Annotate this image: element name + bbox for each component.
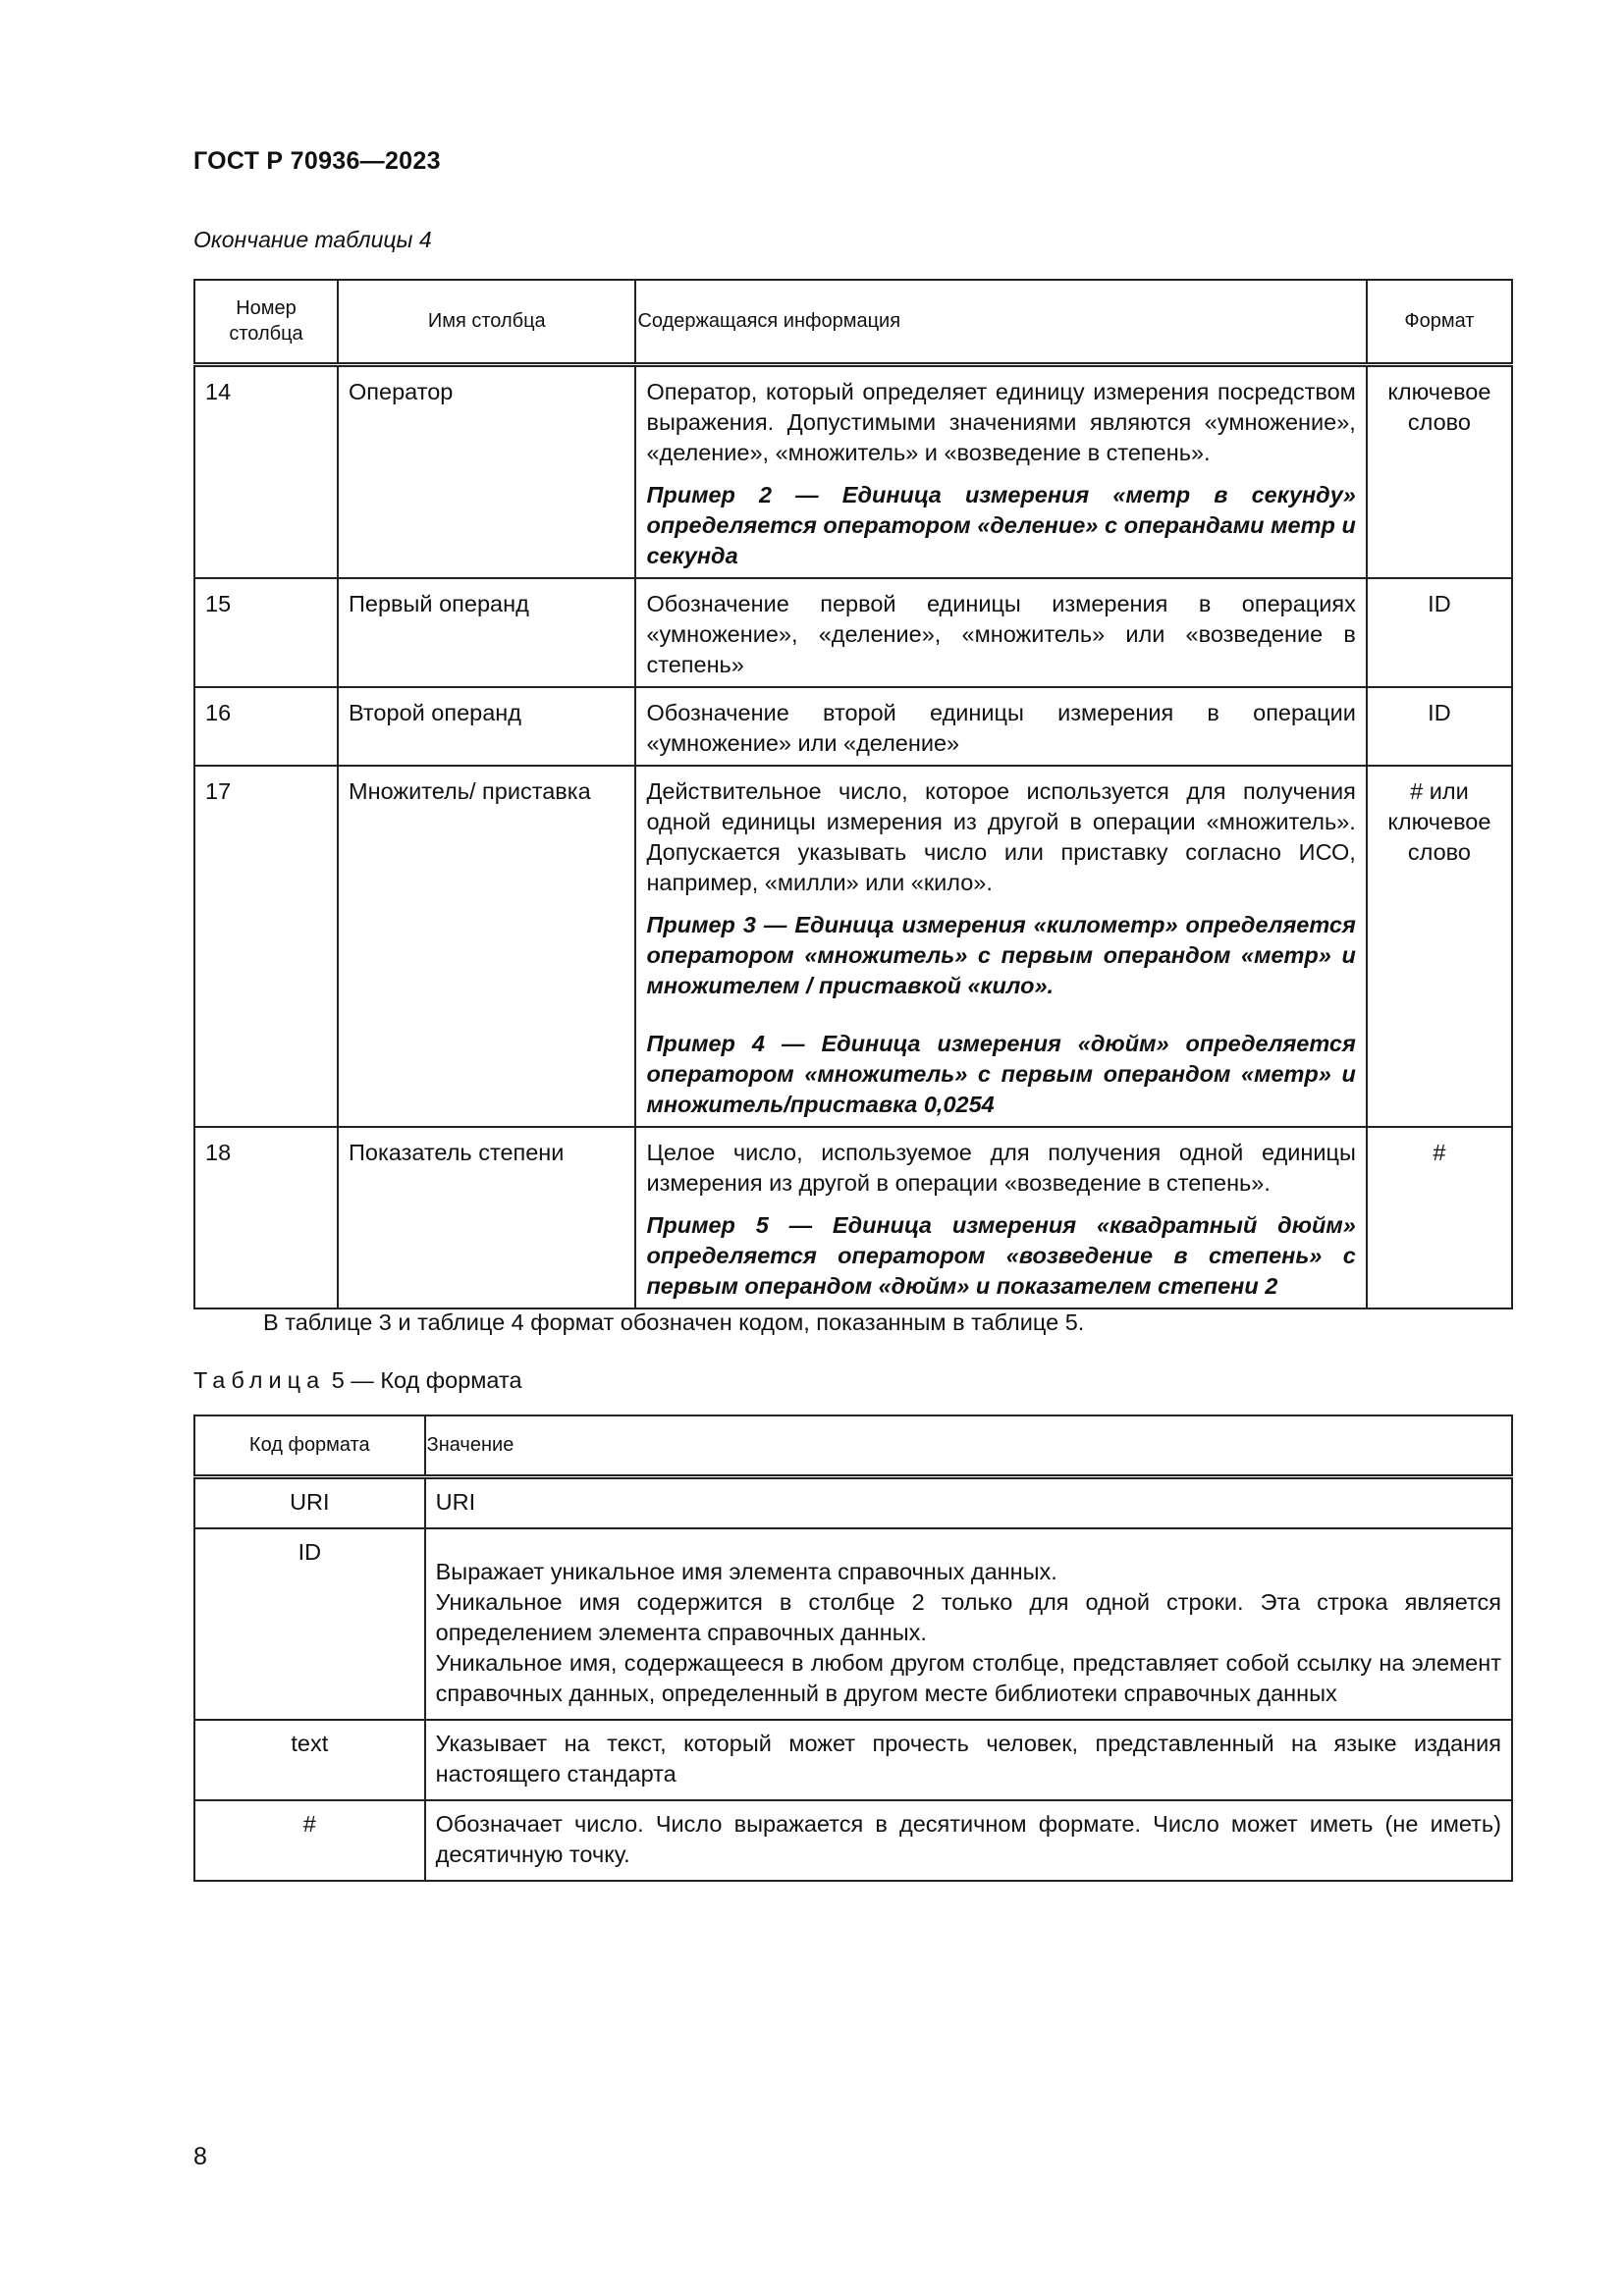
column-header-name: Имя столбца [338,280,635,364]
example-text: Пример 4 — Единица измерения «дюйм» определяется оператором «множитель» с первым операндом «метр» и множитель/приставка 0,0254 [646,1030,1356,1117]
table-row [194,1720,1512,1800]
info-text: Действительное число, которое используется для получения одной единицы измерения из другой в операции «множитель». Допускается указывать число или приставку согласно ИСО, например, «милли» или «кило». [646,777,1356,895]
table-header-row [194,1415,1512,1476]
column-header-code: Код формата [194,1415,425,1476]
row-number: 15 [194,578,338,687]
row-name: Второй операнд [338,687,635,766]
format-meaning [425,1476,1512,1528]
row-info: Обозначение второй единицы измерения в операции «умножение» или «деление» [635,687,1366,766]
info-text: Целое число, используемое для получения одной единицы измерения из другой в операции «возведение в степень». [646,1139,1356,1196]
caption-word: Таблица [193,1367,326,1393]
format-code: # [194,1800,425,1881]
table-row [194,1800,1512,1881]
row-number: 16 [194,687,338,766]
table-header-row [194,280,1512,364]
row-format: ключевое слово [1367,364,1512,578]
row-format: # или ключевое слово [1367,766,1512,1127]
table-row [194,766,1512,1127]
example-text: Пример 2 — Единица измерения «метр в секунду» определяется оператором «деление» с операндами метр и секунда [646,481,1356,568]
table-row [194,578,1512,687]
table-4 [193,279,1513,1309]
meaning-line: Выражает уникальное имя элемента справочных данных. [435,1558,1057,1584]
meaning-line: Уникальное имя, содержащееся в любом другом столбце, представляет собой ссылку на элемент справочных данных, определенный в другом месте библиотеки справочных данных [435,1649,1501,1706]
example-text: Пример 3 — Единица измерения «километр» определяется оператором «множитель» с первым операндом «метр» и множителем / приставкой «кило». [646,911,1356,998]
column-header-format: Формат [1367,280,1512,364]
table-5 [193,1415,1513,1882]
row-info: Обозначение первой единицы измерения в операциях «умножение», «деление», «множитель» или «возведение в степень» [635,578,1366,687]
table-5-caption [193,1367,522,1394]
table-row [194,1528,1512,1720]
row-info [635,364,1366,578]
intro-paragraph: В таблице 3 и таблице 4 формат обозначен кодом, показанным в таблице 5. [263,1309,1085,1335]
info-text: Оператор, который определяет единицу измерения посредством выражения. Допустимыми значениями являются «умножение», «деление», «множитель» и «возведение в степень». [646,378,1356,465]
row-name: Первый операнд [338,578,635,687]
format-code: URI [194,1476,425,1528]
format-code: ID [194,1528,425,1720]
format-meaning [425,1800,1512,1881]
table-row [194,364,1512,578]
table-row [194,687,1512,766]
row-format: # [1367,1127,1512,1308]
row-name: Множитель/ приставка [338,766,635,1127]
row-format: ID [1367,687,1512,766]
row-number: 17 [194,766,338,1127]
format-code: text [194,1720,425,1800]
example-text: Пример 5 — Единица измерения «квадратный дюйм» определяется оператором «возведение в степень» с первым операндом «дюйм» и показателем степени 2 [646,1211,1356,1299]
page-number: 8 [193,2143,207,2170]
table-row [194,1127,1512,1308]
meaning-line: Указывает на текст, который может прочесть человек, представленный на языке издания настоящего стандарта [435,1730,1501,1787]
table-continuation-label: Окончание таблицы 4 [193,227,432,252]
row-name: Показатель степени [338,1127,635,1308]
row-name: Оператор [338,364,635,578]
format-meaning [425,1528,1512,1720]
document-header: ГОСТ Р 70936—2023 [193,147,441,175]
meaning-line: Обозначает число. Число выражается в десятичном формате. Число может иметь (не иметь) десятичную точку. [435,1810,1501,1867]
row-number: 18 [194,1127,338,1308]
column-header-number: Номер столбца [194,280,338,364]
row-number: 14 [194,364,338,578]
row-info [635,1127,1366,1308]
meaning-line: Уникальное имя содержится в столбце 2 только для одной строки. Эта строка является определением элемента справочных данных. [435,1588,1501,1645]
format-meaning [425,1720,1512,1800]
row-info [635,766,1366,1127]
table-row [194,1476,1512,1528]
column-header-info: Содержащаяся информация [635,280,1366,364]
caption-rest: 5 — Код формата [331,1367,522,1393]
row-format: ID [1367,578,1512,687]
meaning-line: URI [435,1488,476,1515]
column-header-meaning: Значение [425,1415,1512,1476]
